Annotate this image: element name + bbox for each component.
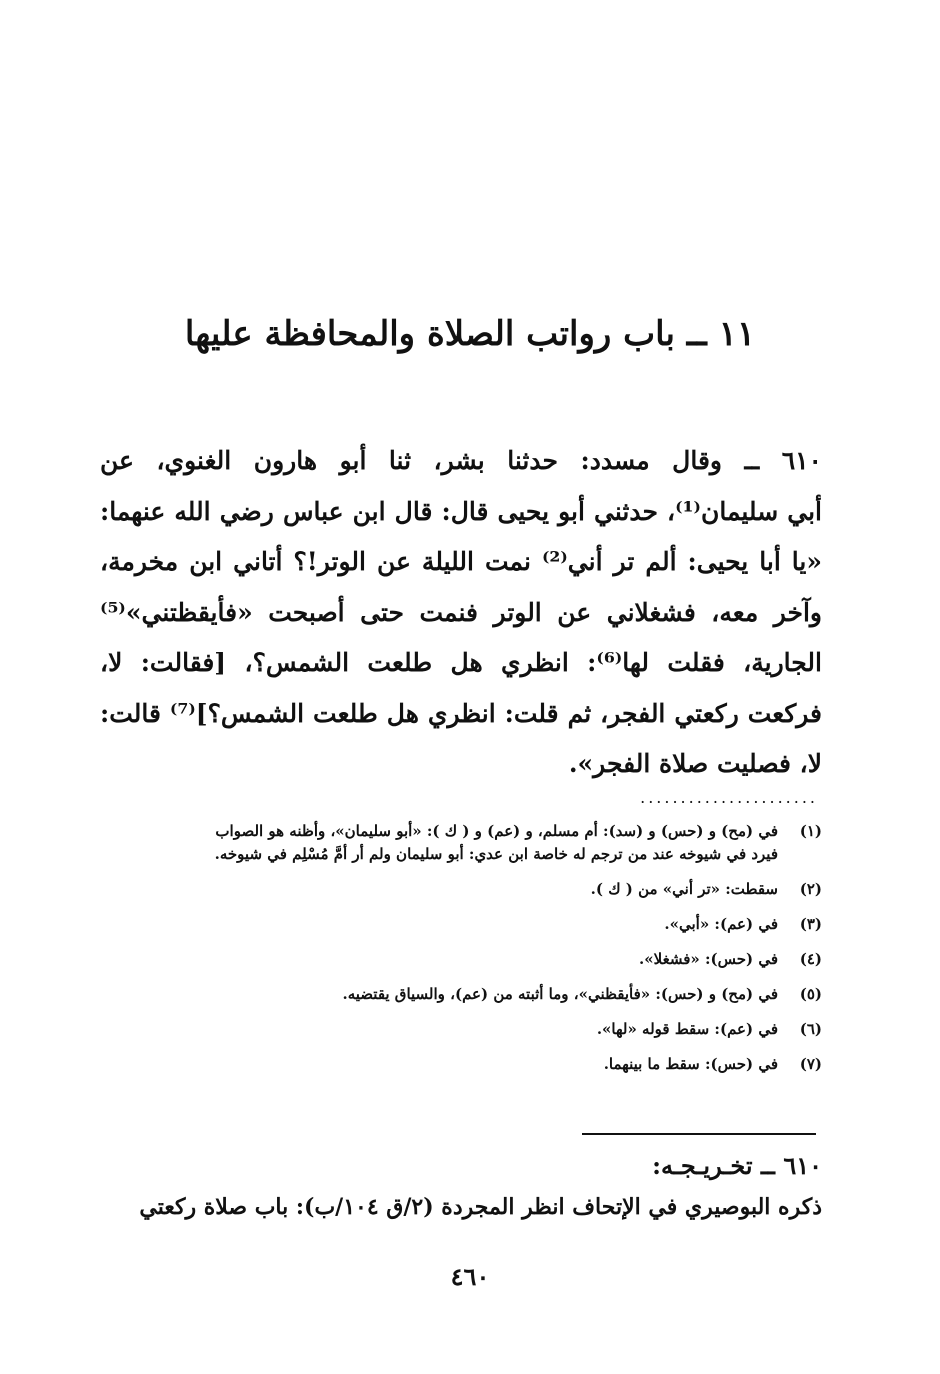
footnote-text: في (مح) و (حس) و (سد): أم مسلم، و (عم) و ( ك ): «أبو سليمان»، وأظنه هو الصواب (215, 822, 778, 840)
footnote-item (100, 948, 822, 971)
footnote-text: في (عم): «أبي». (664, 915, 778, 933)
hadith-line: أبي سليمان⁽¹⁾، حدثني أبو يحيى قال: قال ابن عباس رضي الله عنهما: (100, 496, 822, 526)
hadith-line: لا، فصليت صلاة الفجر». (568, 749, 822, 778)
footnote-item (100, 983, 822, 1006)
footnote-item (100, 878, 822, 901)
hadith-line: وآخر معه، فشغلاني عن الوتر فنمت حتى أصبحت «فأيقظتني»⁽⁵⁾ (100, 597, 822, 627)
hadith-line: فركعت ركعتي الفجر، ثم قلت: انظري هل طلعت الشمس؟]⁽⁷⁾ قالت: (100, 698, 822, 728)
footnote-item (100, 820, 822, 866)
hadith-line: ٦١٠ ــ وقال مسدد: حدثنا بشر، ثنا أبو هارون الغنوي، عن (100, 446, 822, 475)
footnote-separator: ...................... (640, 788, 818, 807)
footnote-continuation: فيرد في شيوخه عند من ترجم له خاصة ابن عدي: أبو سليمان ولم أر أمَّ مُسْلِم في شيوخه. (214, 845, 778, 863)
page-number: ٤٦٠ (450, 1262, 490, 1291)
footnote-text: في (مح) و (حس): «فأيقظني»، وما أثبته من (عم)، والسياق يقتضيه. (342, 985, 778, 1003)
footnote-number: (٣) (799, 915, 822, 933)
takhrij-heading: ٦١٠ ــ تخـريـجـه: (652, 1151, 822, 1180)
chapter-title: ١١ ــ باب رواتب الصلاة والمحافظة عليها (184, 314, 756, 354)
footnote-text: سقطت: «تر أني» من ( ك ). (590, 880, 778, 898)
footnote-text: في (حس): «فشغلا». (639, 950, 778, 968)
footnote-text: في (حس): سقط ما بينهما. (603, 1055, 778, 1073)
takhrij-rule (582, 1133, 816, 1135)
hadith-line: «يا أبا يحيى: ألم تر أني⁽²⁾ نمت الليلة عن الوتر!؟ أتاني ابن مخرمة، (100, 547, 822, 576)
footnote-number: (١) (799, 822, 822, 840)
footnote-number: (٢) (799, 880, 822, 898)
hadith-text (100, 436, 822, 790)
takhrij-text: ذكره البوصيري في الإتحاف انظر المجردة (٢/ق ١٠٤/ب): باب صلاة ركعتي (139, 1194, 822, 1220)
hadith-line: الجارية، فقلت لها⁽⁶⁾: انظري هل طلعت الشمس؟، [فقالت: لا، (100, 648, 822, 677)
footnote-item (100, 913, 822, 936)
footnote-number: (٦) (799, 1020, 822, 1038)
footnote-text: في (عم): سقط قوله «لها». (596, 1020, 778, 1038)
footnote-item (100, 1018, 822, 1041)
footnote-number: (٧) (799, 1055, 822, 1073)
footnotes (100, 820, 822, 1088)
footnote-item (100, 1053, 822, 1076)
footnote-number: (٥) (799, 985, 822, 1003)
footnote-number: (٤) (799, 950, 822, 968)
